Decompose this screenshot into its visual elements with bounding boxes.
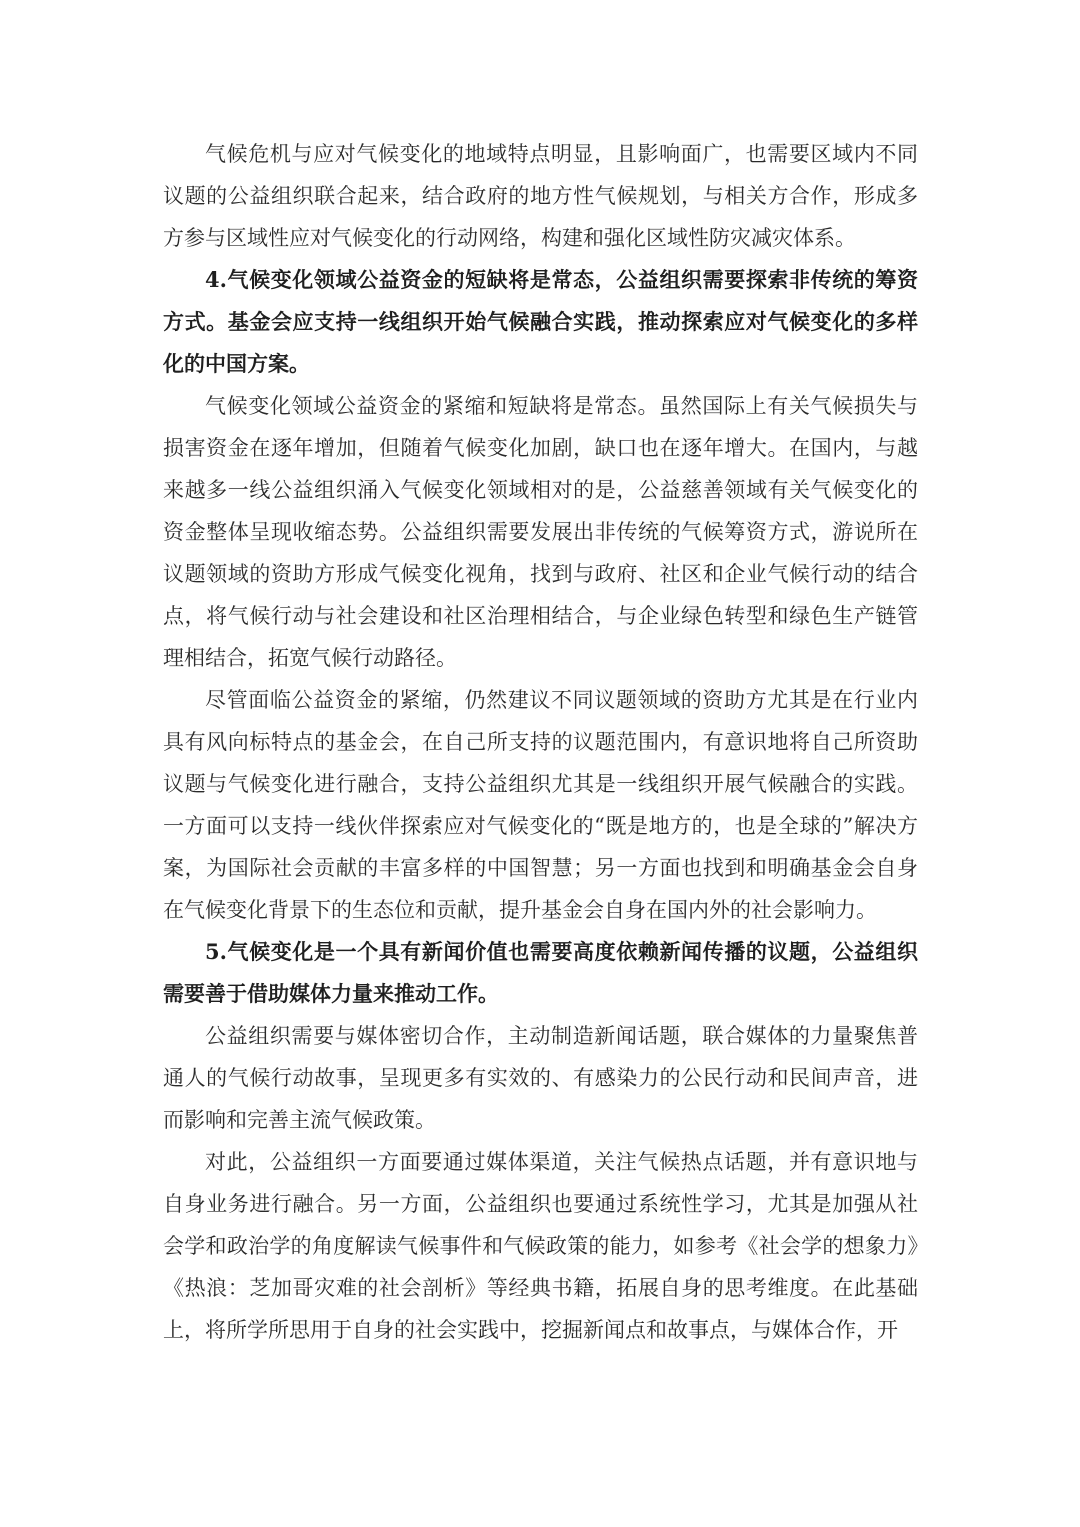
section-heading: 5.气候变化是一个具有新闻价值也需要高度依赖新闻传播的议题，公益组织需要善于借助媒体力量来推动工作。 (163, 939, 918, 1006)
body-paragraph: 尽管面临公益资金的紧缩，仍然建议不同议题领域的资助方尤其是在行业内具有风向标特点的基金会，在自己所支持的议题范围内，有意识地将自己所资助议题与气候变化进行融合，支持公益组织尤其是一线组织开展气候融合的实践。一方面可以支持一线伙伴探索应对气候变化的“既是地方的，也是全球的”解决方案，为国际社会贡献的丰富多样的中国智慧；另一方面也找到和明确基金会自身在气候变化背景下的生态位和贡献，提升基金会自身在国内外的社会影响力。 (163, 688, 918, 922)
body-paragraph: 公益组织需要与媒体密切合作，主动制造新闻话题，联合媒体的力量聚焦普通人的气候行动故事，呈现更多有实效的、有感染力的公民行动和民间声音，进而影响和完善主流气候政策。 (163, 1024, 918, 1132)
body-paragraph: 对此，公益组织一方面要通过媒体渠道，关注气候热点话题，并有意识地与自身业务进行融合。另一方面，公益组织也要通过系统性学习，尤其是加强从社会学和政治学的角度解读气候事件和气候政策的能力，如参考《社会学的想象力》《热浪：芝加哥灾难的社会剖析》等经典书籍，拓展自身的思考维度。在此基础上，将所学所思用于自身的社会实践中，挖掘新闻点和故事点，与媒体合作，开 (163, 1150, 918, 1342)
body-paragraph: 气候变化领域公益资金的紧缩和短缺将是常态。虽然国际上有关气候损失与损害资金在逐年增加，但随着气候变化加剧，缺口也在逐年增大。在国内，与越来越多一线公益组织涌入气候变化领域相对的是，公益慈善领域有关气候变化的资金整体呈现收缩态势。公益组织需要发展出非传统的气候筹资方式，游说所在议题领域的资助方形成气候变化视角，找到与政府、社区和企业气候行动的结合点，将气候行动与社会建设和社区治理相结合，与企业绿色转型和绿色生产链管理相结合，拓宽气候行动路径。 (163, 394, 918, 670)
body-paragraph: 气候危机与应对气候变化的地域特点明显，且影响面广，也需要区域内不同议题的公益组织联合起来，结合政府的地方性气候规划，与相关方合作，形成多方参与区域性应对气候变化的行动网络，构建和强化区域性防灾减灾体系。 (163, 142, 918, 250)
section-heading: 4.气候变化领域公益资金的短缺将是常态，公益组织需要探索非传统的筹资方式。基金会应支持一线组织开始气候融合实践，推动探索应对气候变化的多样化的中国方案。 (163, 267, 918, 376)
document-page (163, 133, 918, 1351)
